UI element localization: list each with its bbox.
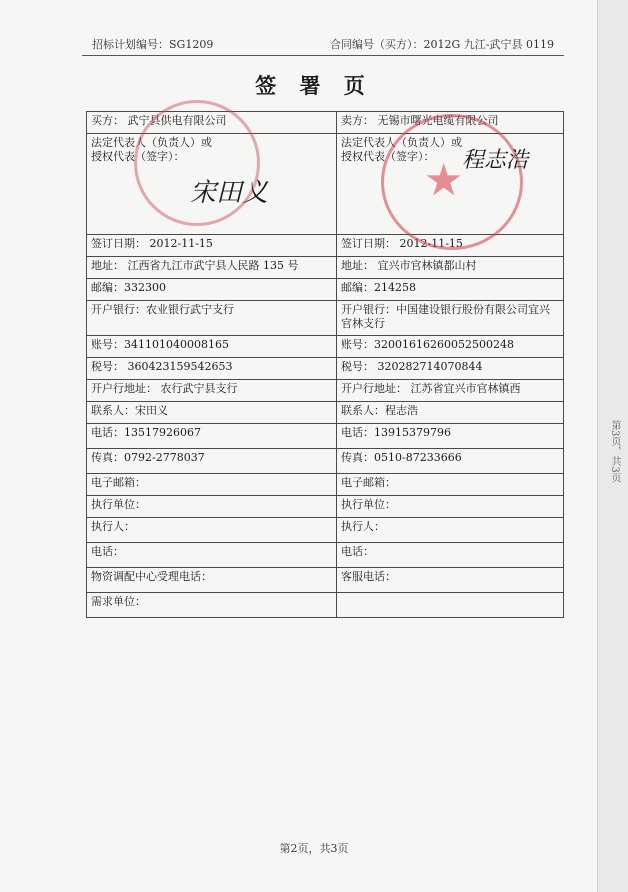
seller-party: 卖方： 无锡市曙光电缆有限公司 bbox=[337, 112, 564, 134]
seller-seal bbox=[381, 114, 523, 250]
table-row bbox=[87, 593, 564, 618]
page-title: 签 署 页 bbox=[255, 73, 373, 98]
buyer-auth-label: 授权代表（签字）： bbox=[91, 150, 185, 163]
buyer-account: 账号：341101040008165 bbox=[87, 336, 337, 358]
buyer-fax: 传真：0792-2778037 bbox=[87, 449, 337, 474]
next-page-edge bbox=[597, 0, 628, 892]
table-row bbox=[87, 301, 564, 336]
table-row bbox=[87, 474, 564, 496]
header-rule bbox=[82, 55, 564, 56]
buyer-bank: 开户银行：农业银行武宁支行 bbox=[87, 301, 337, 336]
buyer-rep-label: 法定代表人（负责人）或 bbox=[91, 136, 212, 149]
buyer-address: 地址： 江西省九江市武宁县人民路 135 号 bbox=[87, 257, 337, 279]
table-row bbox=[87, 257, 564, 279]
seller-email: 电子邮箱： bbox=[337, 474, 564, 496]
demand-unit: 需求单位： bbox=[87, 593, 337, 618]
buyer-email: 电子邮箱： bbox=[87, 474, 337, 496]
buyer-signature: 宋田义 bbox=[190, 178, 269, 208]
buyer-contact: 联系人：宋田义 bbox=[87, 402, 337, 424]
contract-number: 合同编号（买方）：2012G 九江-武宁县 0119 bbox=[330, 38, 554, 51]
buyer-postcode: 邮编：332300 bbox=[87, 279, 337, 301]
seller-auth-label: 授权代表（签字）： bbox=[341, 150, 435, 163]
seller-address: 地址： 宜兴市官林镇都山村 bbox=[337, 257, 564, 279]
seller-signature: 程志浩 bbox=[462, 148, 529, 173]
seller-rep-label: 法定代表人（负责人）或 bbox=[341, 136, 462, 149]
buyer-tax-number: 税号： 360423159542653 bbox=[87, 358, 337, 380]
table-row bbox=[87, 424, 564, 449]
table-row bbox=[87, 358, 564, 380]
buyer-date: 签订日期： 2012-11-15 bbox=[87, 235, 337, 257]
next-page-number: 第3页，共3页 bbox=[609, 420, 620, 483]
plan-number: 招标计划编号：SG1209 bbox=[92, 38, 214, 51]
seller-phone: 电话：13915379796 bbox=[337, 424, 564, 449]
page-number: 第2页，共3页 bbox=[279, 842, 349, 855]
seller-contact: 联系人：程志浩 bbox=[337, 402, 564, 424]
seller-exec-unit: 执行单位： bbox=[337, 496, 564, 518]
table-row bbox=[87, 279, 564, 301]
table-row bbox=[87, 568, 564, 593]
table-row bbox=[87, 449, 564, 474]
seller-postcode: 邮编：214258 bbox=[337, 279, 564, 301]
table-row bbox=[87, 402, 564, 424]
table-row bbox=[87, 518, 564, 543]
table-row bbox=[87, 496, 564, 518]
buyer-party: 买方： 武宁县供电有限公司 bbox=[87, 112, 337, 134]
buyer-exec-unit: 执行单位： bbox=[87, 496, 337, 518]
table-row bbox=[87, 380, 564, 402]
table-row bbox=[87, 336, 564, 358]
seller-bank: 开户银行：中国建设银行股份有限公司宜兴官林支行 bbox=[337, 301, 564, 336]
buyer-exec-phone: 电话： bbox=[87, 543, 337, 568]
buyer-bank-address: 开户行地址： 农行武宁县支行 bbox=[87, 380, 337, 402]
seller-exec-phone: 电话： bbox=[337, 543, 564, 568]
buyer-phone: 电话：13517926067 bbox=[87, 424, 337, 449]
seller-date: 签订日期： 2012-11-15 bbox=[337, 235, 564, 257]
star-icon: ★ bbox=[424, 155, 464, 206]
seller-fax: 传真：0510-87233666 bbox=[337, 449, 564, 474]
buyer-executor: 执行人： bbox=[87, 518, 337, 543]
seller-account: 账号：32001616260052500248 bbox=[337, 336, 564, 358]
seller-bank-address: 开户行地址： 江苏省宜兴市官林镇西 bbox=[337, 380, 564, 402]
logistics-phone: 物资调配中心受理电话： bbox=[87, 568, 337, 593]
seller-tax-number: 税号： 320282714070844 bbox=[337, 358, 564, 380]
seller-executor: 执行人： bbox=[337, 518, 564, 543]
service-phone: 客服电话： bbox=[337, 568, 564, 593]
empty-cell bbox=[337, 593, 564, 618]
table-row bbox=[87, 543, 564, 568]
